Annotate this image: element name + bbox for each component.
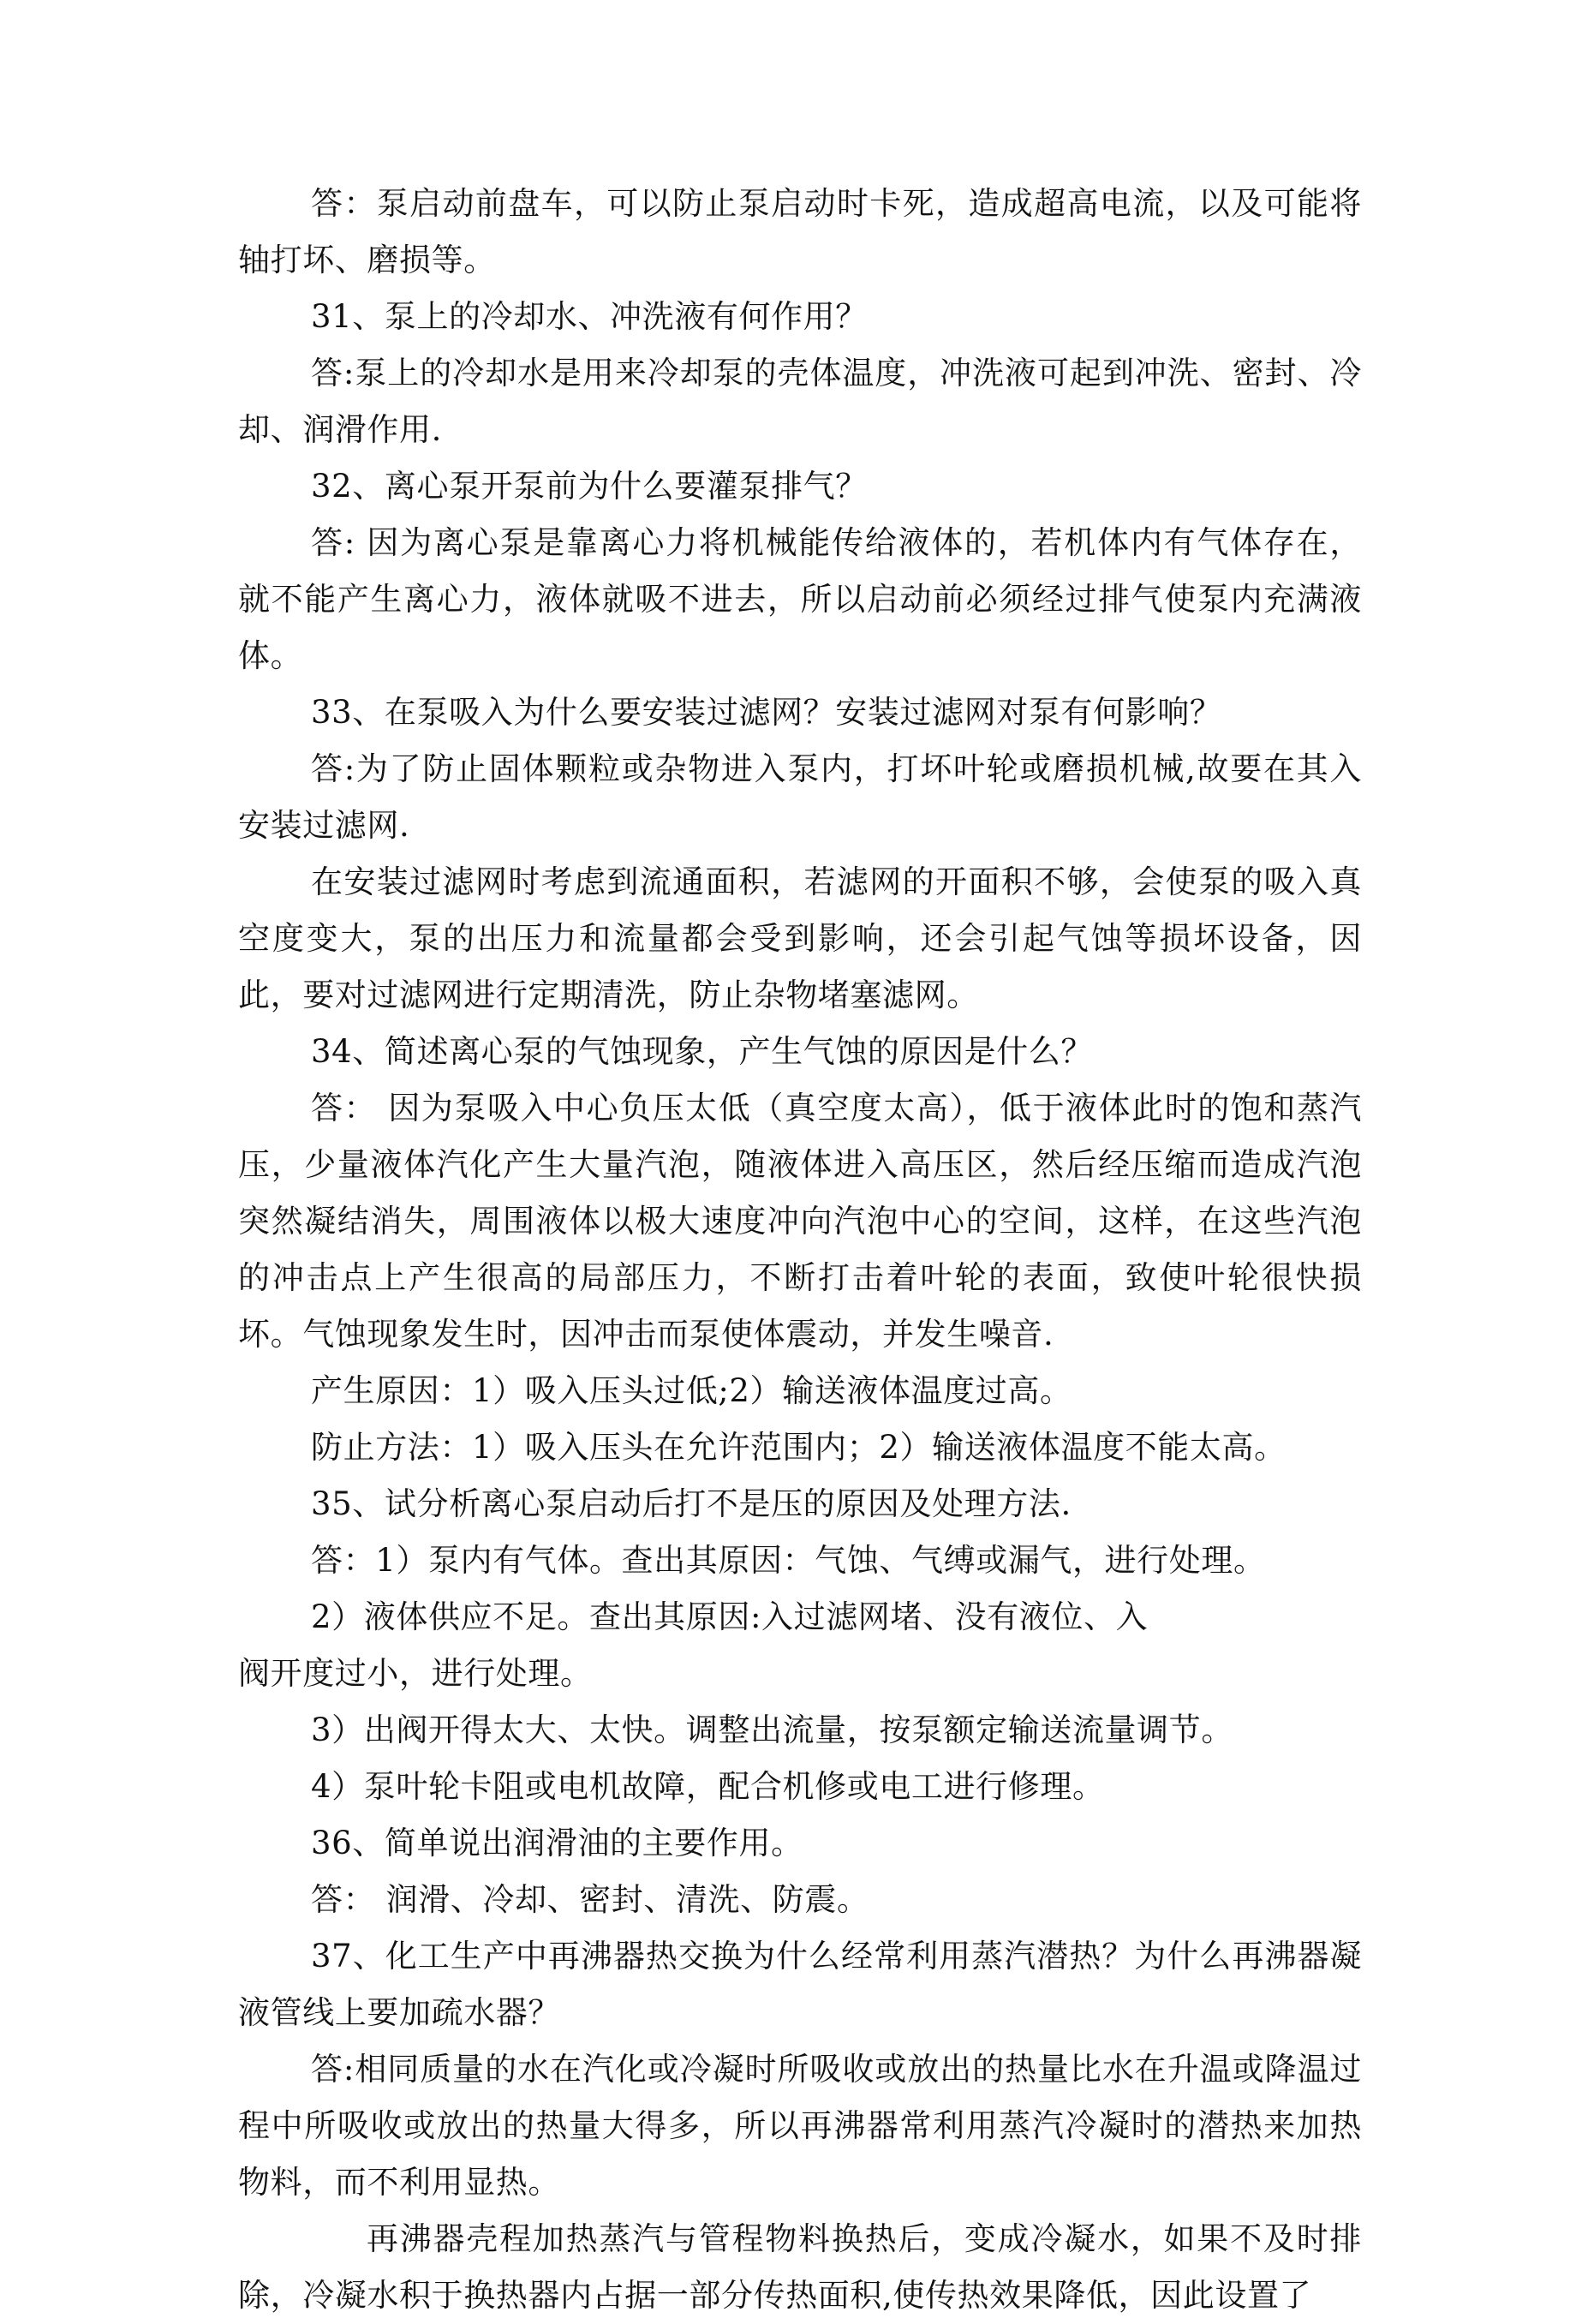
question-34: 34、简述离心泵的气蚀现象，产生气蚀的原因是什么？ xyxy=(311,1033,1094,1070)
answer-35-3: 3）出阀开得太大、太快。调整出流量，按泵额定输送流量调节。 xyxy=(311,1712,1233,1748)
answer-34: 答： 因为泵吸入中心负压太低（真空度太高），低于液体此时的饱和蒸汽压，少量液体汽化产生大量汽泡，随液体进入高压区，然后经压缩而造成汽泡突然凝结消失，周围液体以极大速度冲向汽泡中心的空间，这样，在这些汽泡的冲击点上产生很高的局部压力，不断打击着叶轮的表面，致使叶轮很快损坏。气蚀现象发生时，因冲击而泵使体震动，并发生噪音. xyxy=(238,1090,1362,1353)
document-page xyxy=(238,176,1362,2324)
answer-33-a: 答:为了防止固体颗粒或杂物进入泵内，打坏叶轮或磨损机械,故要在其入安装过滤网. xyxy=(238,750,1362,844)
answer-35-4: 4）泵叶轮卡阻或电机故障，配合机修或电工进行修理。 xyxy=(311,1768,1105,1805)
question-37: 37、化工生产中再沸器热交换为什么经常利用蒸汽潜热？为什么再沸器凝液管线上要加疏水器？ xyxy=(238,1938,1362,2031)
answer-35-2: 2）液体供应不足。查出其原因:入过滤网堵、没有液位、入 阀开度过小，进行处理。 xyxy=(238,1598,1149,1692)
answer-35-1: 答：1）泵内有气体。查出其原因：气蚀、气缚或漏气，进行处理。 xyxy=(311,1542,1266,1579)
cause-34: 产生原因：1）吸入压头过低;2）输送液体温度过高。 xyxy=(311,1372,1072,1409)
question-31: 31、泵上的冷却水、冲洗液有何作用？ xyxy=(311,298,868,335)
question-35: 35、试分析离心泵启动后打不是压的原因及处理方法. xyxy=(311,1485,1072,1522)
answer-37-a: 答:相同质量的水在汽化或冷凝时所吸收或放出的热量比水在升温或降温过程中所吸收或放出的热量大得多，所以再沸器常利用蒸汽冷凝时的潜热来加热物料，而不利用显热。 xyxy=(238,2051,1362,2201)
question-33: 33、在泵吸入为什么要安装过滤网？安装过滤网对泵有何影响？ xyxy=(311,694,1222,731)
answer-36: 答： 润滑、冷却、密封、清洗、防震。 xyxy=(311,1881,869,1918)
answer-37-b: 再沸器壳程加热蒸汽与管程物料换热后，变成冷凝水，如果不及时排除，冷凝水积于换热器内占据一部分传热面积,使传热效果降低，因此设置了 xyxy=(238,2220,1362,2314)
answer-31: 答:泵上的冷却水是用来冷却泵的壳体温度，冲洗液可起到冲洗、密封、冷却、润滑作用. xyxy=(238,355,1362,448)
answer-32: 答: 因为离心泵是靠离心力将机械能传给液体的，若机体内有气体存在，就不能产生离心力，液体就吸不进去，所以启动前必须经过排气使泵内充满液体。 xyxy=(238,524,1362,674)
question-36: 36、简单说出润滑油的主要作用。 xyxy=(311,1825,803,1861)
prevention-34: 防止方法：1）吸入压头在允许范围内；2）输送液体温度不能太高。 xyxy=(311,1429,1287,1466)
answer-30: 答：泵启动前盘车，可以防止泵启动时卡死，造成超高电流，以及可能将轴打坏、磨损等。 xyxy=(238,185,1362,278)
question-32: 32、离心泵开泵前为什么要灌泵排气？ xyxy=(311,468,868,505)
answer-33-b: 在安装过滤网时考虑到流通面积，若滤网的开面积不够，会使泵的吸入真空度变大，泵的出压力和流量都会受到影响，还会引起气蚀等损坏设备，因此，要对过滤网进行定期清洗，防止杂物堵塞滤网。 xyxy=(238,863,1362,1013)
